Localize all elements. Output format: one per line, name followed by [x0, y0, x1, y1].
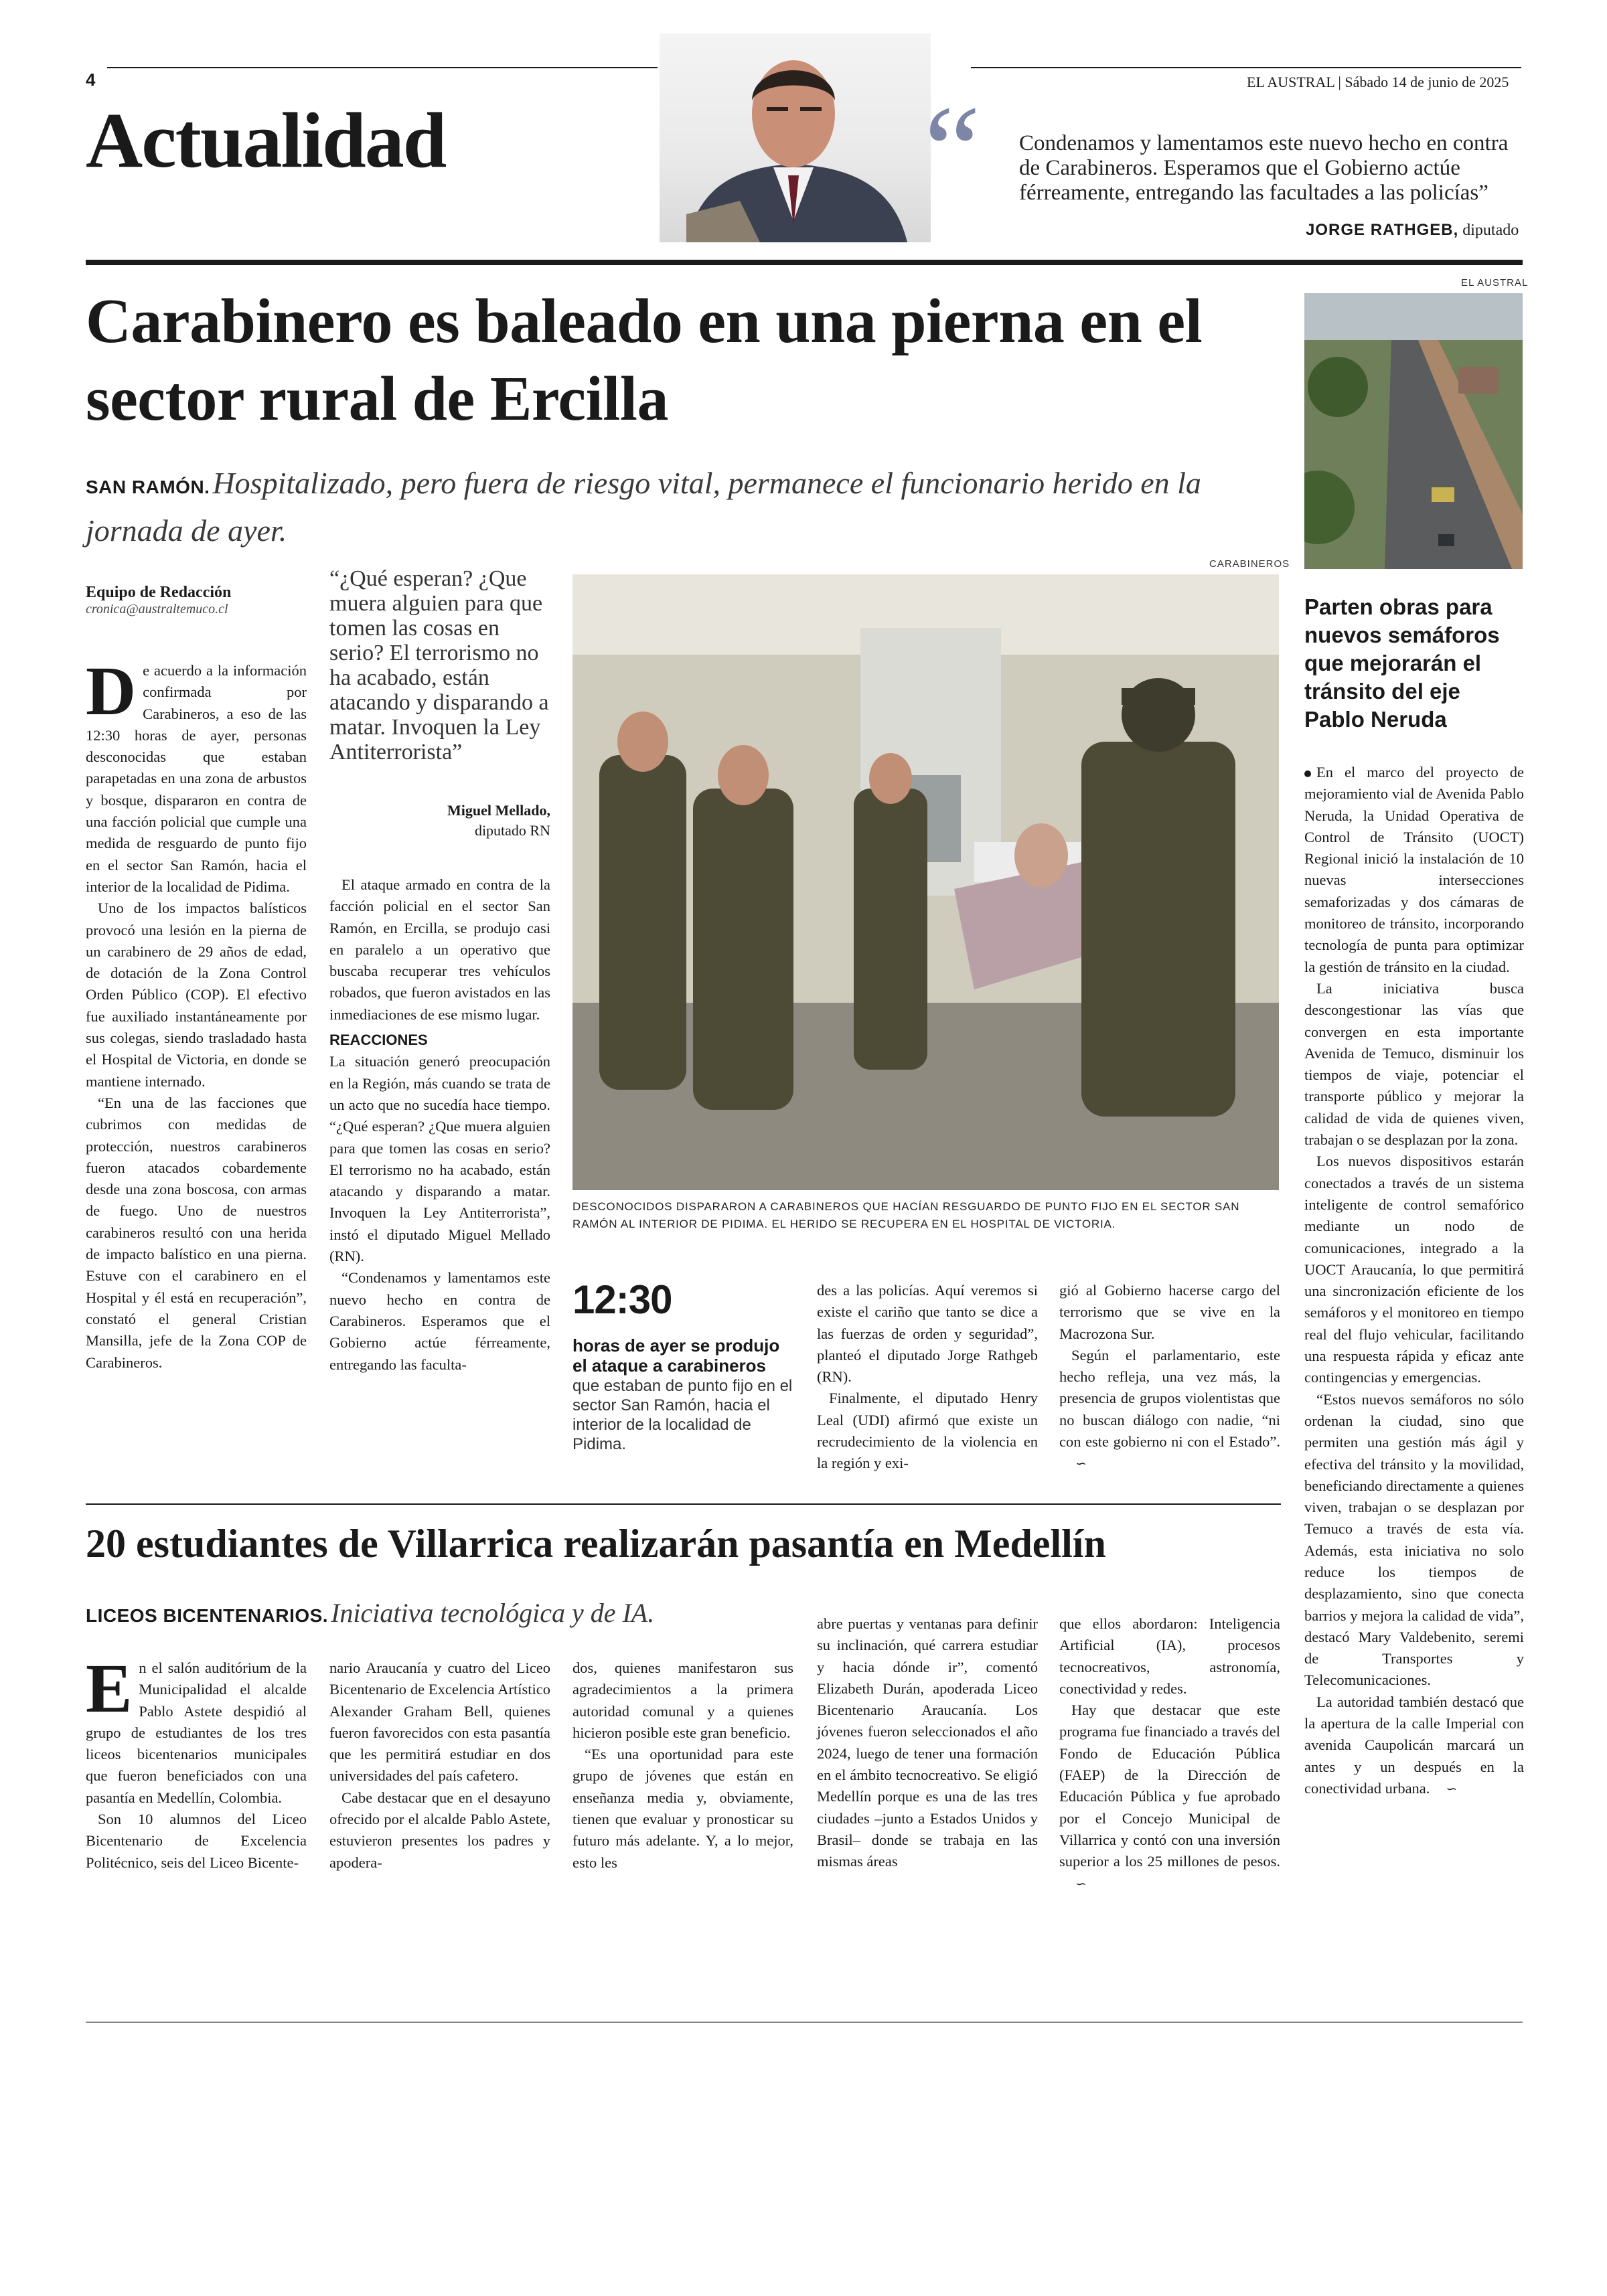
second-article-column-3 — [572, 1657, 793, 1874]
section-title: Actualidad — [86, 96, 446, 184]
end-mark-icon: ∽ — [1075, 1876, 1087, 1892]
paragraph: “Estos nuevos semáforos no sólo ordenan la ciudad, sino que permiten una gestión más ágil y efectiva del tránsito y la movilidad, beneficiando directamente a quienes viven, trabajan o se desplazan por Temuco a través de esta vía. Además, esta iniciativa no solo reduce los tiempos de desplazamiento, sino que conecta barrios y mejora la calidad de vida”, destacó Mary Valdebenito, seremi de Transportes y Telecomunicaciones. — [1304, 1390, 1524, 1689]
main-headline: Carabinero es baleado en una pierna en el sector rural de Ercilla — [86, 286, 1203, 434]
paragraph: abre puertas y ventanas para definir su inclinación, qué carrera estudiar y hacia dónde ir”, comentó Elizabeth Durán, apoderada Liceo Bicentenario Araucanía. Los jóvenes fueron seleccionados el año 2024, luego de tener una formación en el ámbito tecnocreativo. Se eligió Medellín porque es una de las tres ciudades –junto a Estados Unidos y Brasil– donde se trabaja en las mismas áreas — [817, 1615, 1038, 1870]
main-kicker: SAN RAMÓN. — [86, 477, 210, 497]
second-deck: Iniciativa tecnológica y de IA. — [331, 1598, 655, 1628]
main-photo-hospital — [572, 574, 1279, 1190]
main-photo-credit: CARABINEROS — [1209, 558, 1290, 570]
header-quote: Condenamos y lamentamos este nuevo hecho en contra de Carabineros. Esperamos que el Gobierno actúe férreamente, entregando las facultades a las policías” — [1019, 131, 1509, 205]
paragraph: El ataque armado en contra de la facción policial en el sector San Ramón, en Ercilla, se produjo casi en paralelo a un operativo que buscaba recuperar tres vehículos robados, que fueron avistados en las inmediaciones de ese mismo lugar. — [329, 876, 550, 1023]
byline — [86, 584, 313, 617]
paragraph: dos, quienes manifestaron sus agradecimientos a la primera autoridad comunal y a quienes hicieron posible este gran beneficio. — [572, 1659, 793, 1741]
paragraph: La situación generó preocupación en la Región, más cuando se trata de un acto que no sucedía hace tiempo. “¿Qué esperan? ¿Que muera alguien para que tomen las cosas en serio? El terrorismo no ha acabado, están atacando y disparando a matar. Invoquen la Ley Antiterrorista”, instó el diputado Miguel Mellado (RN). — [329, 1053, 550, 1265]
footer-rule — [86, 2022, 1523, 2023]
pull-quote: “¿Qué esperan? ¿Que muera alguien para que tomen las cosas en serio? El terrorismo no ha acabado, están atacando y disparando a matar. Invoquen la Ley Antiterrorista” — [329, 566, 549, 764]
edition-date: Sábado 14 de junio de 2025 — [1345, 74, 1509, 90]
quote-role: diputado — [1462, 222, 1519, 239]
quote-author: JORGE RATHGEB, — [1306, 221, 1459, 239]
second-article-column-5 — [1059, 1613, 1280, 1895]
paragraph: La autoridad también destacó que la apertura de la calle Imperial con avenida Caupolicán marcará un antes y un después en la conectividad urbana. — [1304, 1693, 1524, 1797]
bullet-icon — [1304, 770, 1311, 777]
pull-quote-role: diputado RN — [474, 822, 550, 839]
second-kicker: LICEOS BICENTENARIOS. — [86, 1605, 329, 1626]
paragraph: Los nuevos dispositivos estarán conectados a través de un sistema inteligente de control semafórico mediante un nodo de comunicaciones, integrado a la UOCT Araucanía, lo que permitirá una sincronización eficiente de los semáforos y el monitoreo en tiempo real del flujo vehicular, facilitando una respuesta rápida y eficaz ante contingencias y emergencias. — [1304, 1153, 1524, 1386]
byline-email: cronica@australtemuco.cl — [86, 602, 228, 617]
sidebar-body — [1304, 762, 1524, 1800]
paragraph: “Condenamos y lamentamos este nuevo hecho en contra de Carabineros. Esperamos que el Gobierno actúe férreamente, entregando las faculta- — [329, 1269, 550, 1373]
paragraph: des a las policías. Aquí veremos si existe el cariño que tanto se dice a las fuerzas de orden y seguridad”, planteó el diputado Jorge Rathgeb (RN). — [817, 1282, 1038, 1386]
paragraph: Uno de los impactos balísticos provocó una lesión en la pierna de un carabinero de 29 años de edad, de dotación de la Zona Control Orden Público (COP). El efectivo fue auxiliado instantáneamente por sus colegas, siendo trasladado hasta el Hospital de Victoria, en donde se mantiene internado. — [86, 900, 307, 1090]
paragraph: Finalmente, el diputado Henry Leal (UDI) afirmó que existe un recrudecimiento de la violencia en la región y exi- — [817, 1390, 1038, 1472]
sidebar-headline: Parten obras para nuevos semáforos que mejorarán el tránsito del eje Pablo Neruda — [1304, 594, 1500, 732]
main-article-column-1 — [86, 653, 307, 1374]
paragraph: “En una de las facciones que cubrimos con medidas de protección, nuestros carabineros fueron atacados cobardemente desde una zona boscosa, con armas de fuego. Uno de nuestros carabineros resultó con una herida de impacto balístico en una pierna. Estuve con el carabinero en el Hospital y él está en recuperación”, constató el general Cristian Mansilla, jefe de la Zona COP de Carabineros. — [86, 1094, 307, 1371]
second-article-column-2 — [329, 1657, 550, 1874]
paragraph: “Es una oportunidad para este grupo de jóvenes que están en enseñanza media y, obviamente, tienen que evaluar y pronosticar su futuro más adelante. Y, a lo mejor, esto les — [572, 1746, 793, 1871]
main-photo-caption: DESCONOCIDOS DISPARARON A CARABINEROS QUE HACÍAN RESGUARDO DE PUNTO FIJO EN EL SECTOR SAN RAMÓN AL INTERIOR DE PIDIMA. EL HERIDO SE RECUPERA EN EL HOSPITAL DE VICTORIA. — [572, 1200, 1240, 1230]
header-quote-attribution — [1306, 221, 1519, 240]
sidebar-photo-road — [1304, 293, 1523, 569]
drop-cap: E — [86, 1650, 133, 1727]
drop-cap: D — [86, 653, 137, 730]
byline-author: Equipo de Redacción — [86, 584, 232, 601]
paragraph: Según el parlamentario, este hecho refleja, una vez más, la presencia de grupos violentistas que no buscan diálogo con nadie, “ni con este gobierno ni con el Estado”. — [1059, 1346, 1280, 1451]
paragraph: Son 10 alumnos del Liceo Bicentenario de Excelencia Politécnico, seis del Liceo Bicente- — [86, 1811, 307, 1871]
second-article-column-4 — [817, 1613, 1038, 1873]
main-article-column-2 — [329, 874, 550, 1376]
header-rule-right — [971, 67, 1521, 68]
pull-quote-attribution — [329, 801, 550, 841]
second-article-rule — [86, 1503, 1281, 1505]
main-article-column-5 — [1059, 1280, 1280, 1475]
paragraph: n el salón auditórium de la Municipalidad el alcalde Pablo Astete despidió al grupo de estudiantes de los tres liceos bicentenarios municipales que fueron beneficiados con una pasantía en Medellín, Colombia. — [86, 1659, 307, 1806]
paragraph: La iniciativa busca descongestionar las vías que convergen en esta importante Avenida de Temuco, disminuir los tiempos de viaje, potenciar el transporte público y mejorar la calidad de vida de quienes viven, trabajan o se desplazan por la zona. — [1304, 979, 1524, 1149]
header-thick-rule — [86, 260, 1523, 265]
stat-number: 12:30 — [572, 1277, 672, 1322]
second-headline: 20 estudiantes de Villarrica realizarán pasantía en Medellín — [86, 1522, 1106, 1566]
quote-author-photo — [660, 33, 931, 242]
header-newspaper-date: EL AUSTRAL | Sábado 14 de junio de 2025 — [1247, 74, 1509, 90]
main-deck-block — [86, 463, 1264, 558]
header-rule-left — [107, 67, 658, 68]
paragraph: Cabe destacar que en el desayuno ofrecido por el alcalde Pablo Astete, estuvieron presentes los padres y apodera- — [329, 1789, 550, 1871]
main-deck: Hospitalizado, pero fuera de riesgo vital, permanece el funcionario herido en la jornada de ayer. — [86, 466, 1201, 548]
newspaper-name: EL AUSTRAL — [1247, 74, 1334, 90]
paragraph: En el marco del proyecto de mejoramiento vial de Avenida Pablo Neruda, la Unidad Operativa de Control de Tránsito (UOCT) Regional inició la instalación de 10 nuevas intersecciones semaforizadas y dos cámaras de monitoreo de tránsito, incorporando tecnología de punta para optimizar la gestión de tránsito en la ciudad. — [1304, 764, 1524, 975]
quote-mark-icon: “ — [924, 80, 981, 221]
paragraph: gió al Gobierno hacerse cargo del terrorismo que se vive en la Macrozona Sur. — [1059, 1282, 1280, 1342]
subhead-reacciones: REACCIONES — [329, 1032, 428, 1049]
stat-rest: que estaban de punto fijo en el sector San Ramón, hacia el interior de la localidad de Pidima. — [572, 1377, 793, 1453]
paragraph: e acuerdo a la información confirmada por Carabineros, a eso de las 12:30 horas de ayer, personas desconocidas que estaban parapetadas en una zona de arbustos y bosque, dispararon en contra de una facción policial que cumple una medida de resguardo de punto fijo en el sector San Ramón, hacia el interior de la localidad de Pidima. — [86, 662, 307, 895]
end-mark-icon: ∽ — [1075, 1457, 1087, 1472]
stat-bold: horas de ayer se produjo el ataque a carabineros — [572, 1335, 780, 1376]
paragraph: Hay que destacar que este programa fue financiado a través del Fondo de Educación Pública (FAEP) de la Dirección de Educación Pública y fue aprobado por el Concejo Municipal de Villarrica y contó con una inversión superior a los 25 millones de pesos. — [1059, 1702, 1280, 1870]
main-article-column-4 — [817, 1280, 1038, 1475]
page-number: 4 — [86, 70, 96, 90]
sidebar-photo-credit: EL AUSTRAL — [1461, 277, 1529, 289]
end-mark-icon: ∽ — [1446, 1781, 1458, 1797]
paragraph: que ellos abordaron: Inteligencia Artificial (IA), procesos tecnocreativos, astronomía, conectividad y redes. — [1059, 1615, 1280, 1697]
paragraph: nario Araucanía y cuatro del Liceo Bicentenario de Excelencia Artístico Alexander Graham Bell, quienes fueron favorecidos con esta pasantía que les permitirá estudiar en dos universidades del país cafetero. — [329, 1659, 550, 1785]
second-article-column-1 — [86, 1650, 307, 1874]
pull-quote-author: Miguel Mellado, — [447, 802, 550, 819]
stat-description — [572, 1336, 793, 1454]
